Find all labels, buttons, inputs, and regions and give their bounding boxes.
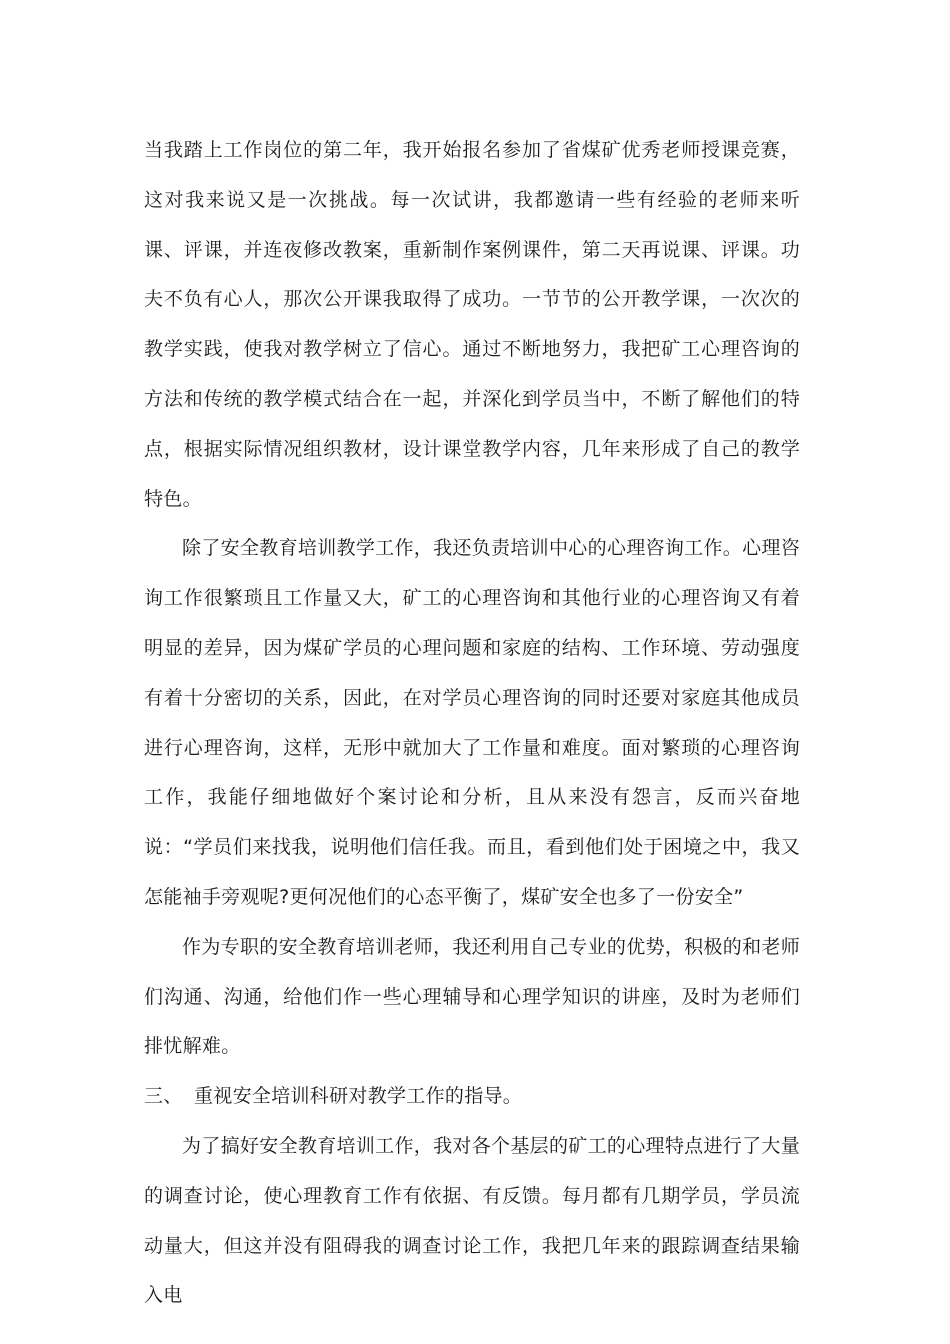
section-title: 重视安全培训科研对教学工作的指导。 (194, 1085, 523, 1108)
paragraph-2: 除了安全教育培训教学工作，我还负责培训中心的心理咨询工作。心理咨询工作很繁琐且工作量又大，矿工的心理咨询和其他行业的心理咨询又有着明显的差异，因为煤矿学员的心理问题和家庭的结构、工作环境、劳动强度有着十分密切的关系，因此，在对学员心理咨询的同时还要对家庭其他成员进行心理咨询，这样，无形中就加大了工作量和难度。面对繁琐的心理咨询工作，我能仔细地做好个案讨论和分析，且从来没有怨言，反而兴奋地说：“学员们来找我，说明他们信任我。而且，看到他们处于困境之中，我又怎能袖手旁观呢?更何况他们的心态平衡了，煤矿安全也多了一份安全” (144, 537, 800, 908)
paragraph-1: 当我踏上工作岗位的第二年，我开始报名参加了省煤矿优秀老师授课竞赛，这对我来说又是一次挑战。每一次试讲，我都邀请一些有经验的老师来听课、评课，并连夜修改教案，重新制作案例课件，第二天再说课、评课。功夫不负有心人，那次公开课我取得了成功。一节节的公开教学课，一次次的教学实践，使我对教学树立了信心。通过不断地努力，我把矿工心理咨询的方法和传统的教学模式结合在一起，并深化到学员当中，不断了解他们的特点，根据实际情况组织教材，设计课堂教学内容，几年来形成了自己的教学特色。 (144, 139, 800, 510)
section-heading (144, 1072, 800, 1122)
document-body (144, 126, 800, 1321)
paragraph-3: 作为专职的安全教育培训老师，我还利用自己专业的优势，积极的和老师们沟通、沟通，给他们作一些心理辅导和心理学知识的讲座，及时为老师们排忧解难。 (144, 935, 800, 1058)
section-number: 三、 (144, 1085, 183, 1108)
paragraph-4: 为了搞好安全教育培训工作，我对各个基层的矿工的心理特点进行了大量的调查讨论，使心理教育工作有依据、有反馈。每月都有几期学员，学员流动量大，但这并没有阻碍我的调查讨论工作，我把几年来的跟踪调查结果输入电 (144, 1134, 800, 1307)
